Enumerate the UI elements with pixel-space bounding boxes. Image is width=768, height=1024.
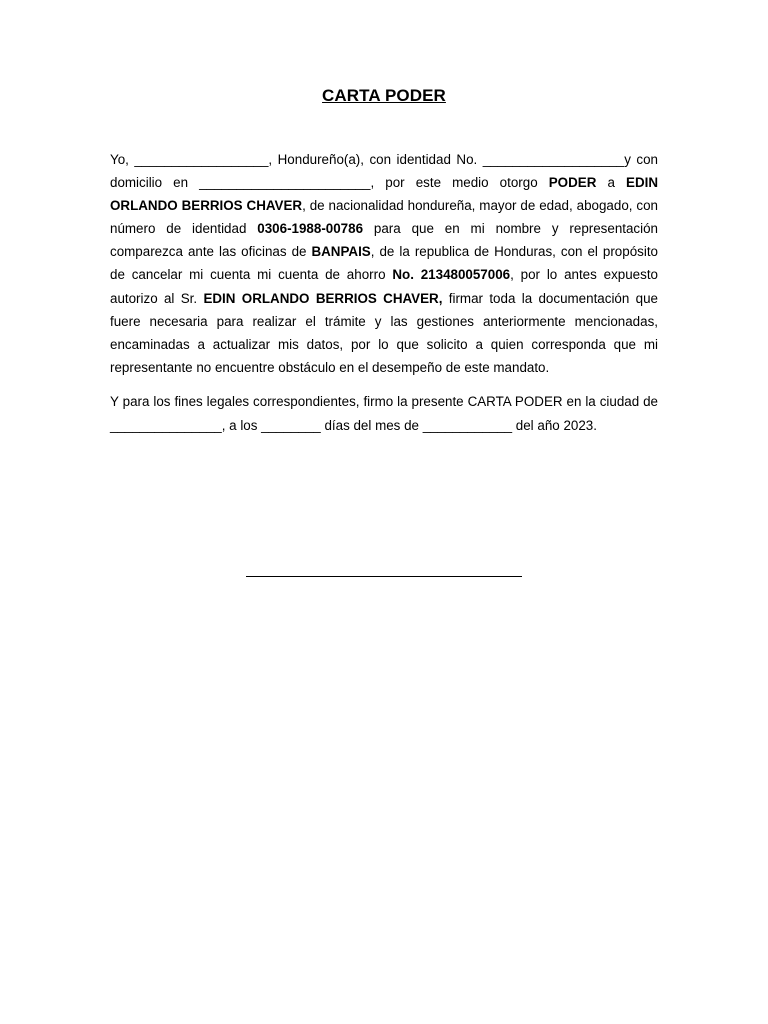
document-title: CARTA PODER <box>322 86 446 105</box>
bold-account-number: No. 213480057006 <box>392 267 511 283</box>
text-segment: Yo, __________________, Hondureño(a), con identidad No. ___________________y con domicilio en _______________________, por este medio otorgo <box>110 152 658 191</box>
closing-paragraph: Y para los fines legales correspondientes, firmo la presente CARTA PODER en la ciudad de _______________, a los ________ días del mes de ____________ del año 2023. <box>110 394 658 433</box>
bold-poder: PODER <box>548 175 597 191</box>
text-segment: , de nacionalidad hondureña, mayor de edad, abogado, con número de identidad <box>110 198 658 237</box>
text-segment: firmar toda la documentación que fuere necesaria para realizar el trámite y las gestiones anteriormente mencionadas, encaminadas a actualizar mis datos, por lo que solicito a quien corresponda que mi representante no encuentre obstáculo en el desempeño de este mandato. <box>110 290 658 375</box>
text-segment: a <box>596 175 627 191</box>
text-segment: , por lo antes expuesto autorizo al Sr. <box>110 267 658 306</box>
bold-identity-number: 0306-1988-00786 <box>257 221 364 237</box>
text-segment: , de la republica de Honduras, con el propósito de cancelar mi cuenta mi cuenta de ahorro <box>110 244 658 283</box>
text-segment: para que en mi nombre y representación comparezca ante las oficinas de <box>110 221 658 260</box>
bold-attorney-name-repeat: EDIN ORLANDO BERRIOS CHAVER, <box>203 290 443 306</box>
signature-line <box>246 576 522 577</box>
bold-bank-name: BANPAIS <box>311 244 371 260</box>
document-body <box>110 148 658 437</box>
power-of-attorney-paragraph <box>110 148 658 379</box>
bold-attorney-name: EDIN ORLANDO BERRIOS CHAVER <box>110 175 659 214</box>
